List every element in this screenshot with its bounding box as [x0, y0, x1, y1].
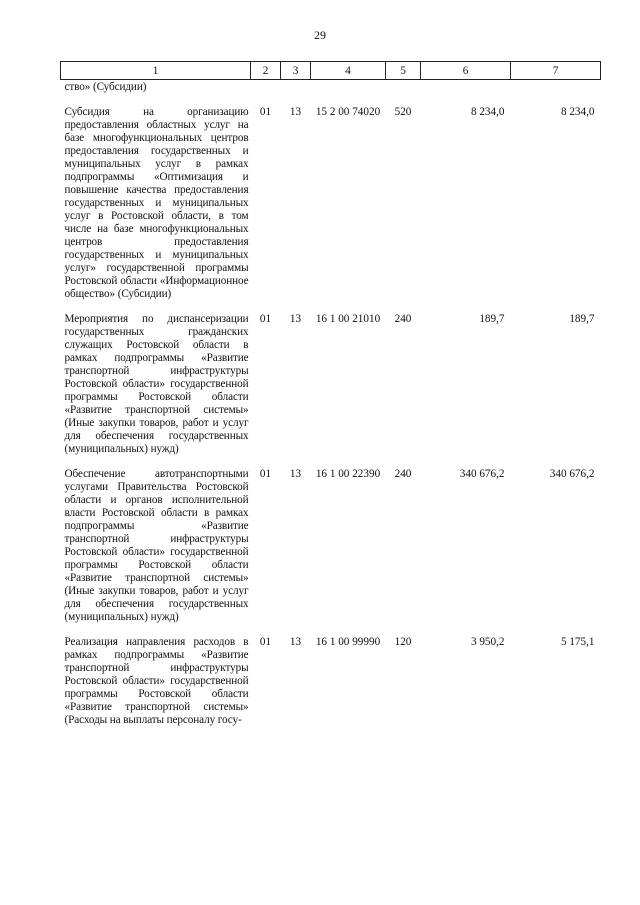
row-subsection: 13 — [289, 636, 302, 648]
row-amount-2: 340 676,2 — [549, 468, 595, 480]
header-col-7: 7 — [511, 62, 601, 80]
row-target-code: 15 2 00 74020 — [315, 106, 381, 118]
header-col-3: 3 — [281, 62, 311, 80]
row-amount-1: 8 234,0 — [470, 106, 505, 118]
row-expense-type: 520 — [394, 106, 412, 118]
row-section: 01 — [259, 468, 272, 480]
row-section: 01 — [259, 106, 272, 118]
row-name: Обеспечение автотранспортными услугами Правительства Ростовской области и органов исполнительной власти Ростовской области в рамках подпрограммы «Развитие транспортной инфраструктуры Ростовской области» государственной программы Ростовской области «Развитие транспортной системы» (Иные закупки товаров, работ и услуг для обеспечения государственных (муниципальных) нужд) — [64, 468, 249, 623]
header-col-2: 2 — [251, 62, 281, 80]
row-target-code: 16 1 00 22390 — [315, 468, 381, 480]
table-header-row — [61, 62, 601, 80]
table-row — [61, 624, 601, 727]
row-amount-1: 3 950,2 — [470, 636, 505, 648]
page-number: 29 — [314, 28, 326, 42]
row-subsection: 13 — [289, 468, 302, 480]
row-name: Мероприятия по диспансеризации государственных гражданских служащих Ростовской области в рамках подпрограммы «Развитие транспортной инфраструктуры Ростовской области» государственной программы Ростовской области «Развитие транспортной системы» (Иные закупки товаров, работ и услуг для обеспечения государственных (муниципальных) нужд) — [64, 313, 249, 455]
row-amount-1: 189,7 — [479, 313, 505, 325]
table-row — [61, 301, 601, 456]
row-name: Субсидия на организацию предоставления областных услуг на базе многофункциональных центров предоставления государственных и муниципальных услуг в рамках подпрограммы «Оптимизация и повышение качества предоставления государственных и муниципальных услуг в Ростовской области, в том числе на базе многофункциональных центров предоставления государственных и муниципальных услуг» государственной программы Ростовской области «Информационное общество» (Субсидии) — [64, 106, 249, 300]
header-col-6: 6 — [421, 62, 511, 80]
table-row-continuation — [61, 80, 601, 95]
header-col-1: 1 — [61, 62, 251, 80]
table-row — [61, 456, 601, 624]
header-col-5: 5 — [386, 62, 421, 80]
row-target-code: 16 1 00 99990 — [315, 636, 381, 648]
budget-table — [60, 61, 601, 727]
table-row — [61, 94, 601, 301]
row-subsection: 13 — [289, 106, 302, 118]
row-section: 01 — [259, 636, 272, 648]
row-expense-type: 240 — [394, 313, 412, 325]
row-section: 01 — [259, 313, 272, 325]
row-amount-2: 5 175,1 — [560, 636, 595, 648]
row-amount-2: 8 234,0 — [560, 106, 595, 118]
row-expense-type: 120 — [394, 636, 412, 648]
row-expense-type: 240 — [394, 468, 412, 480]
row-amount-2: 189,7 — [569, 313, 595, 325]
row-amount-1: 340 676,2 — [459, 468, 505, 480]
row-name: ство» (Субсидии) — [64, 81, 147, 93]
row-target-code: 16 1 00 21010 — [315, 313, 381, 325]
row-subsection: 13 — [289, 313, 302, 325]
row-name: Реализация направления расходов в рамках подпрограммы «Развитие транспортной инфраструктуры Ростовской области» государственной программы Ростовской области «Развитие транспортной системы» (Расходы на выплаты персоналу госу- — [64, 636, 249, 726]
header-col-4: 4 — [311, 62, 386, 80]
